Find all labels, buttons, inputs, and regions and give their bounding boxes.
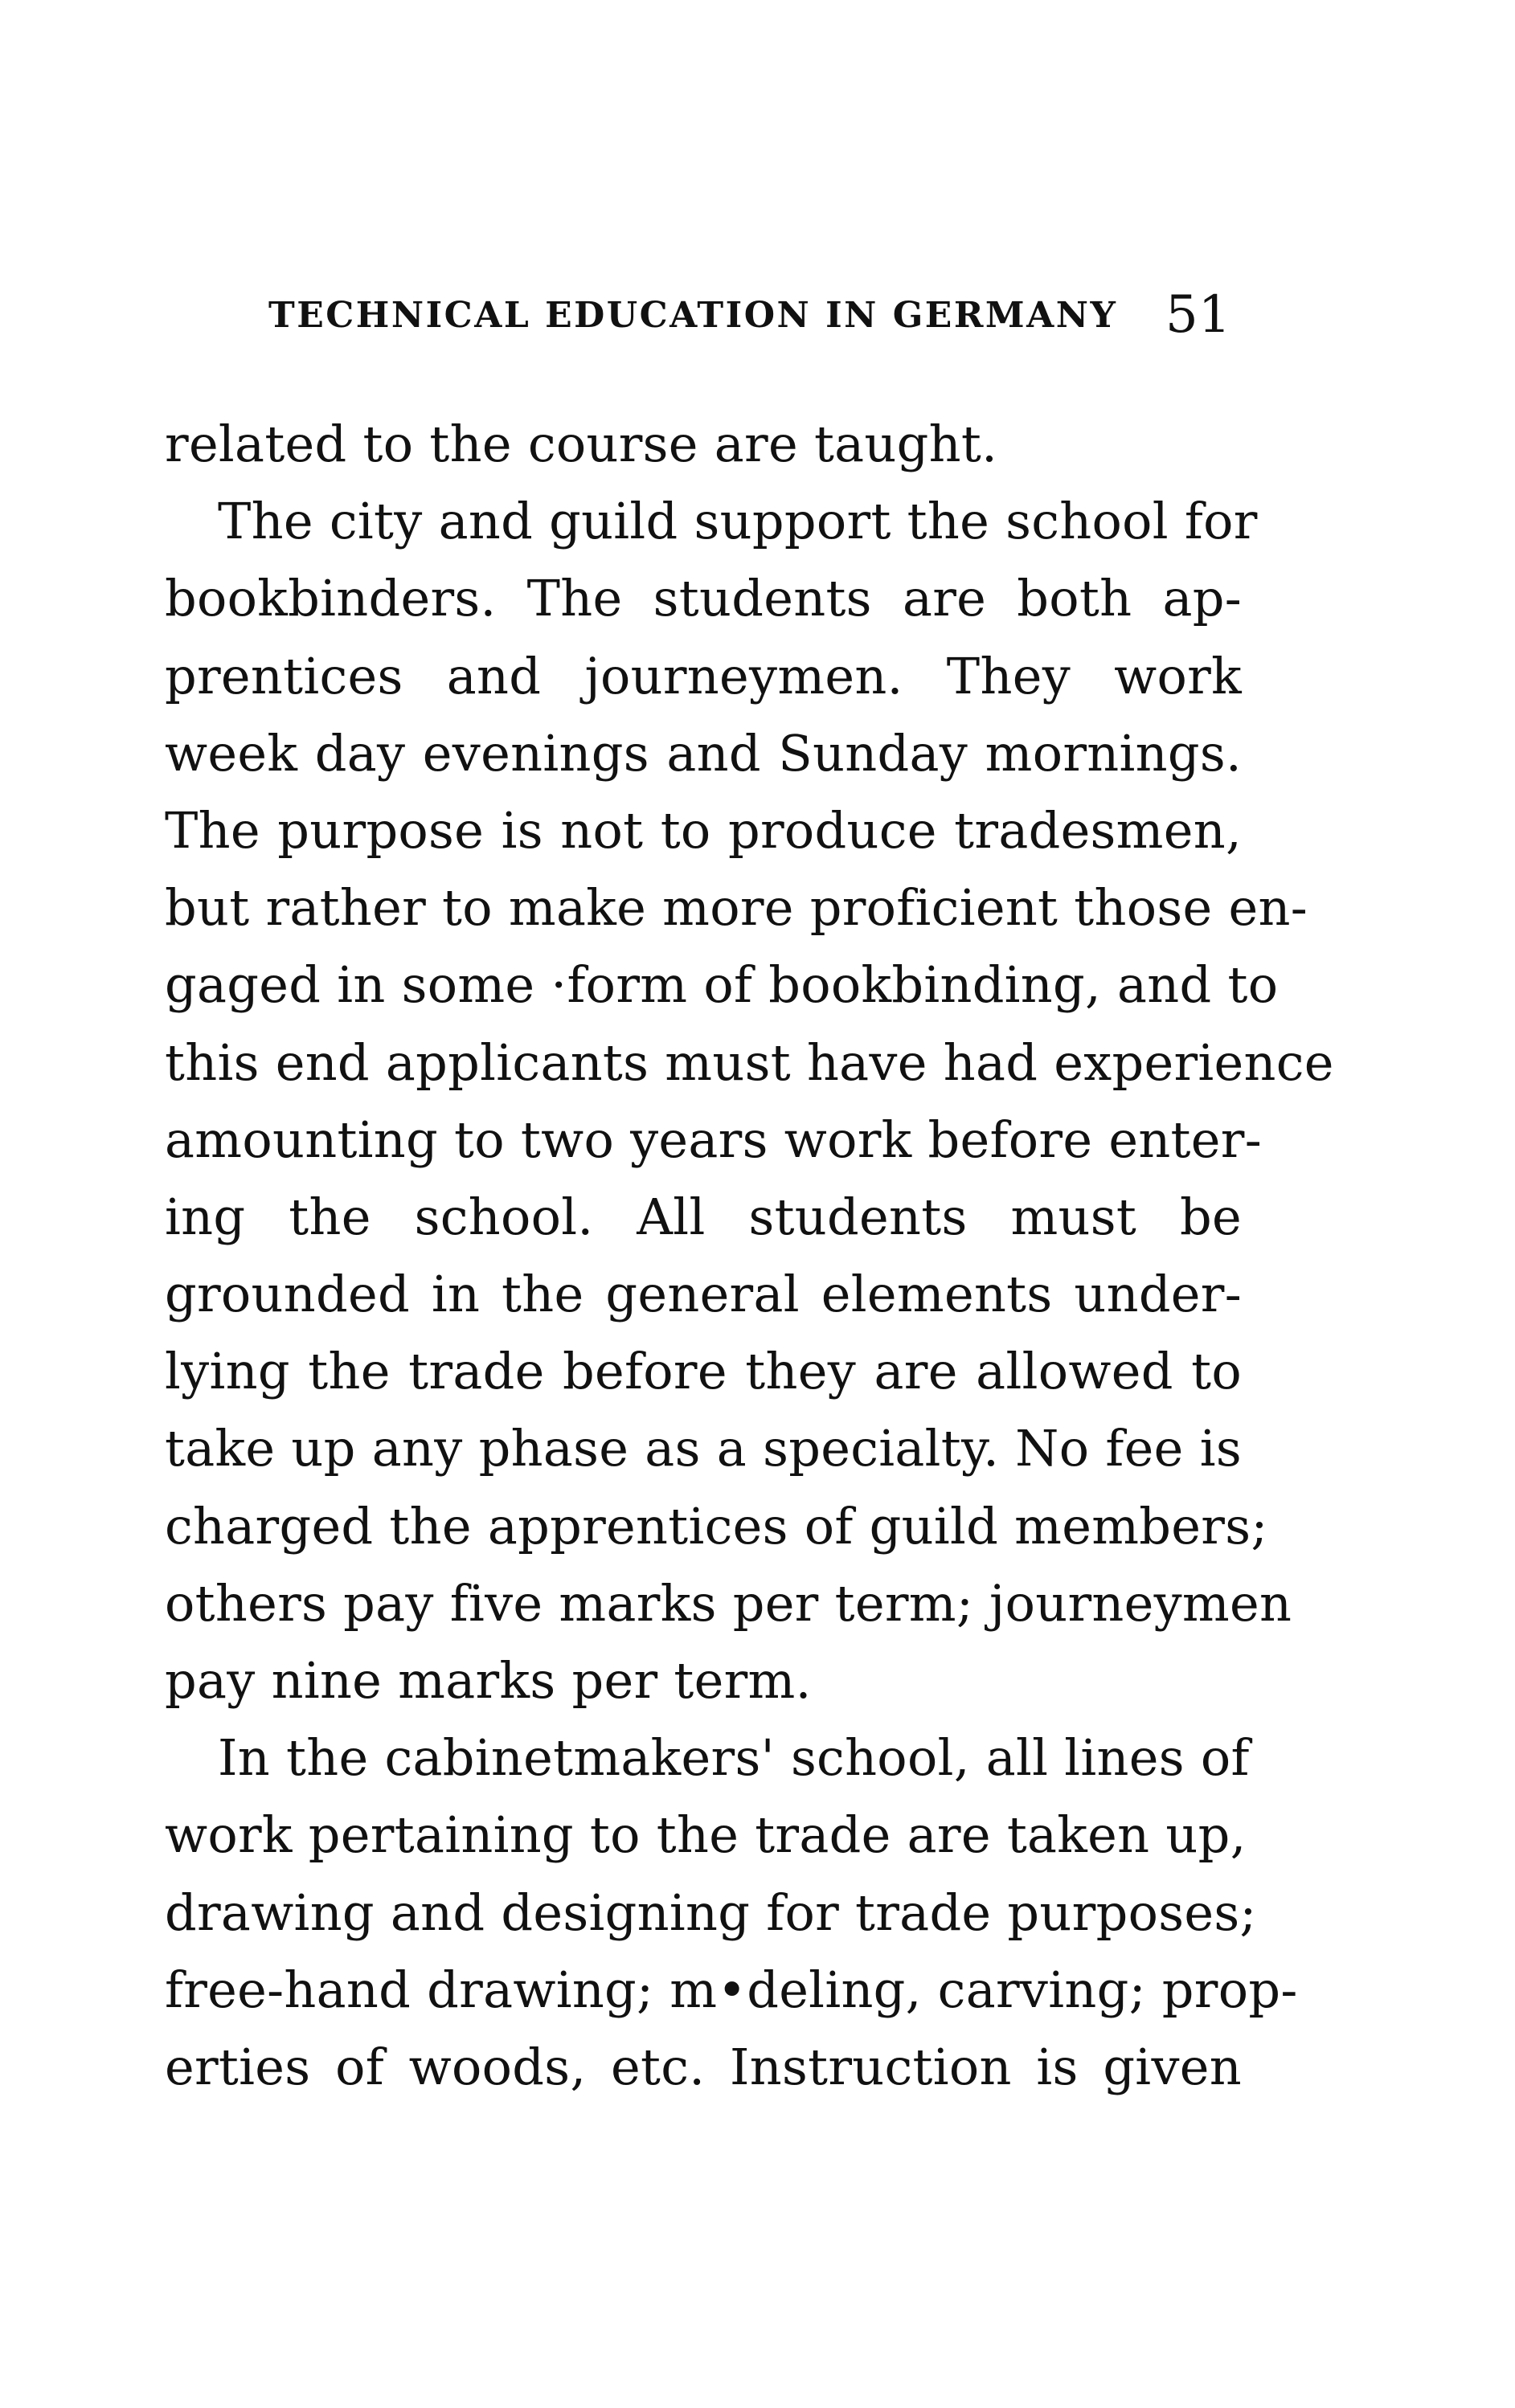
paragraph-bookbinders	[165, 483, 1334, 1719]
text-line: charged the apprentices of guild members;	[165, 1496, 1268, 1556]
text-line: drawing and designing for trade purposes;	[165, 1883, 1257, 1942]
text-line: others pay five marks per term; journeymen	[165, 1573, 1292, 1633]
text-line: pay nine marks per term.	[165, 1651, 812, 1710]
paragraph-cabinetmakers	[165, 1719, 1298, 2106]
text-line: gaged in some ·form of bookbinding, and to	[165, 955, 1279, 1015]
text-line: erties of woods, etc. Instruction is given	[165, 2037, 1242, 2096]
text-line: In the cabinetmakers' school, all lines of	[218, 1728, 1250, 1788]
text-line: The purpose is not to produce tradesmen,	[165, 800, 1242, 860]
body-text	[165, 406, 1334, 2106]
text-line: free-hand drawing; m•deling, carving; prop-	[165, 1960, 1298, 2019]
text-line: week day evenings and Sunday mornings.	[165, 723, 1242, 783]
text-line: related to the course are taught.	[165, 415, 998, 473]
running-title: TECHNICAL EDUCATION IN GERMANY	[268, 295, 1118, 336]
text-line: The city and guild support the school for	[218, 492, 1258, 551]
paragraph-continuation	[165, 406, 1242, 483]
running-header	[268, 285, 1233, 350]
text-line: ing the school. All students must be	[165, 1187, 1242, 1246]
text-line: this end applicants must have had experience	[165, 1032, 1334, 1092]
text-line: bookbinders. The students are both ap-	[165, 569, 1242, 628]
text-line: work pertaining to the trade are taken up,	[165, 1805, 1247, 1865]
text-line: take up any phase as a specialty. No fee is	[165, 1419, 1242, 1478]
text-line: but rather to make more proficient those en-	[165, 878, 1308, 938]
text-line: prentices and journeymen. They work	[165, 646, 1242, 705]
text-line: amounting to two years work before enter-	[165, 1110, 1262, 1169]
page-number: 51	[1165, 285, 1231, 345]
text-line: grounded in the general elements under-	[165, 1265, 1242, 1324]
text-line: lying the trade before they are allowed to	[165, 1342, 1242, 1401]
